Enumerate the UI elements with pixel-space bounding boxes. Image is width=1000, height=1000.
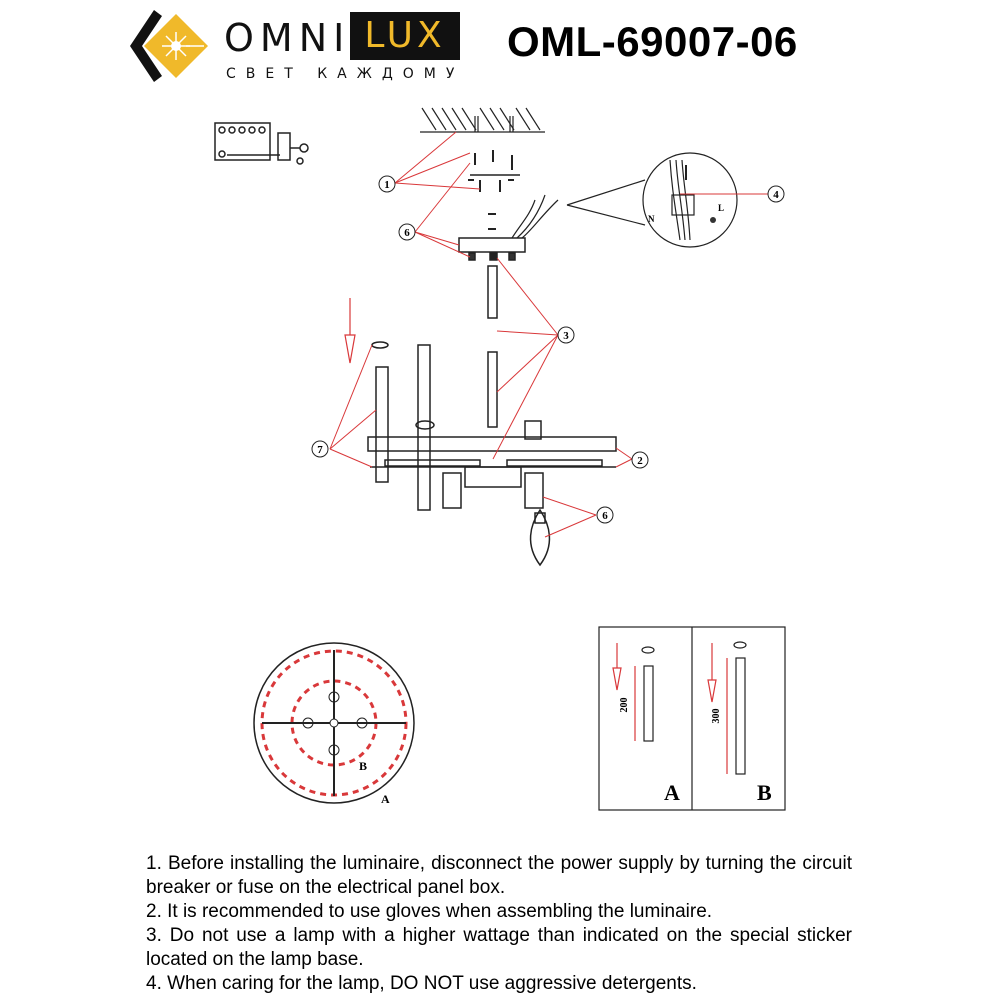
callout-markers xyxy=(312,176,784,523)
svg-text:3: 3 xyxy=(563,330,569,342)
panel-b-dimension: 300 xyxy=(711,708,722,724)
svg-text:6: 6 xyxy=(602,510,608,522)
svg-text:4: 4 xyxy=(773,189,779,201)
panel-a-label: A xyxy=(664,780,680,805)
mounting-screws-icon xyxy=(468,150,520,229)
note-4: 4. When caring for the lamp, DO NOT use aggressive detergents. xyxy=(146,973,697,994)
ceiling-icon xyxy=(420,108,545,132)
brand-omni: OMNI xyxy=(224,16,351,60)
top-view-label-a: A xyxy=(381,792,390,806)
callout-3 xyxy=(558,327,574,343)
svg-text:2: 2 xyxy=(637,455,643,467)
down-arrow-icon xyxy=(345,298,355,363)
callout-1 xyxy=(379,176,395,192)
terminal-block-icon xyxy=(215,123,308,164)
svg-text:7: 7 xyxy=(317,444,323,456)
callout-6-bottom xyxy=(597,507,613,523)
wire-label-live: L xyxy=(718,203,725,213)
callout-2 xyxy=(632,452,648,468)
note-2: 2. It is recommended to use gloves when assembling the luminaire. xyxy=(146,901,713,922)
note-1: 1. Before installing the luminaire, disconnect the power supply by turning the circuit breaker or fuse on the electrical panel box. xyxy=(146,853,852,898)
top-view-label-b: B xyxy=(359,759,368,773)
ground-icon xyxy=(710,217,716,223)
brand-tagline: СВЕТ КАЖДОМУ xyxy=(226,66,465,82)
wire-label-neutral: N xyxy=(648,214,655,224)
callout-7 xyxy=(312,441,328,457)
wiring-detail-icon xyxy=(567,153,737,247)
safety-notes xyxy=(146,852,852,996)
panel-b-label: B xyxy=(757,780,772,805)
callout-4 xyxy=(768,186,784,202)
brand-lux: LUX xyxy=(350,12,460,60)
callout-6-top xyxy=(399,224,415,240)
frame-icon xyxy=(368,342,616,565)
svg-text:1: 1 xyxy=(384,179,390,191)
svg-text:6: 6 xyxy=(404,227,410,239)
panel-a-dimension: 200 xyxy=(619,697,630,713)
callout-lines xyxy=(330,132,768,537)
note-3: 3. Do not use a lamp with a higher wattage than indicated on the special sticker located on the lamp base. xyxy=(146,925,852,970)
top-view-diagram xyxy=(254,643,414,803)
model-number: OML-69007-06 xyxy=(507,18,798,65)
